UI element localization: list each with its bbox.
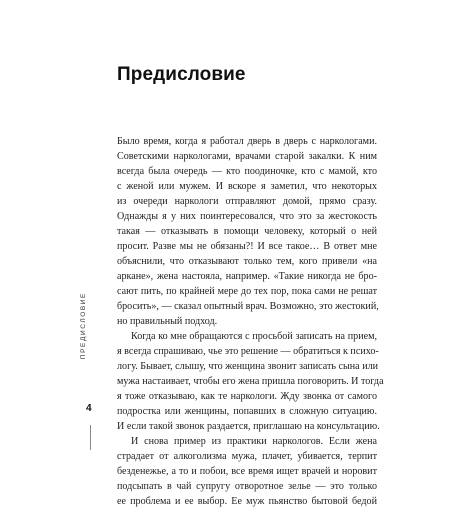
text-line: И снова пример из практики наркологов. Если жена xyxy=(131,436,377,447)
running-head: ПРЕДИСЛОВИЕ xyxy=(80,292,87,360)
text-line: аркане», жена настояла, например. «Такие никогда не бро- xyxy=(117,271,377,282)
text-line: безденежье, а то и побои, все время ищет врачей и норовит xyxy=(117,466,377,477)
chapter-heading: Предисловие xyxy=(117,64,246,85)
text-line: страдает от алкоголизма мужа, плачет, убивается, терпит xyxy=(117,451,377,462)
text-line: подсыпать в чай супругу отворотное зелье — это только xyxy=(117,481,377,492)
text-line: Однажды я у них поинтересовался, что это за жестокость xyxy=(117,211,377,222)
margin-rule xyxy=(90,425,91,450)
page-number: 4 xyxy=(86,403,92,414)
text-line: просит. Разве мы не обязаны?! И все такое… В ответ мне xyxy=(117,241,377,252)
text-line: из очереди наркологи отправляют домой, прямо сразу. xyxy=(117,196,377,207)
text-line: сают пить, по крайней мере до тех пор, пока сами не решат xyxy=(117,286,377,297)
text-line: но правильный подход. xyxy=(117,316,218,327)
text-line: Было время, когда я работал дверь в дверь с наркологами. xyxy=(117,136,377,147)
text-line: ее проблема и ее выбор. Ее муж пьянство бытовой бедой xyxy=(117,496,377,507)
text-line: логу. Бывает, слышу, что женщина звонит записать сына или xyxy=(117,361,379,372)
text-line: объяснили, что отказывают только тем, кого привели «на xyxy=(117,256,377,267)
text-line: И если такой звонок раздается, приглашаю на консультацию. xyxy=(117,421,380,432)
text-line: я тоже отказываю, как те наркологи. Жду звонка от самого xyxy=(117,391,377,402)
text-line: подростка или женщины, попавших в сложную ситуацию. xyxy=(117,406,377,417)
text-line: Советскими наркологами, врачами старой закалки. К ним xyxy=(117,151,377,162)
body-text xyxy=(117,134,384,509)
text-line: мужа настаивает, чтобы его жена пришла поговорить. И тогда xyxy=(117,376,384,387)
text-line: с женой или мужем. И вскоре я заметил, что некоторых xyxy=(117,181,377,192)
text-line: такая — отказывать в помощи человеку, который о ней xyxy=(117,226,377,237)
text-line: я всегда спрашиваю, чье это решение — обратиться к психо- xyxy=(117,346,379,357)
text-line: бросить», — сказал опытный врач. Возможно, это жестокий, xyxy=(117,301,379,312)
text-line: всегда была очередь — кто поодиночке, кто с мамой, кто xyxy=(117,166,377,177)
text-line: Когда ко мне обращаются с просьбой записать на прием, xyxy=(131,331,377,342)
